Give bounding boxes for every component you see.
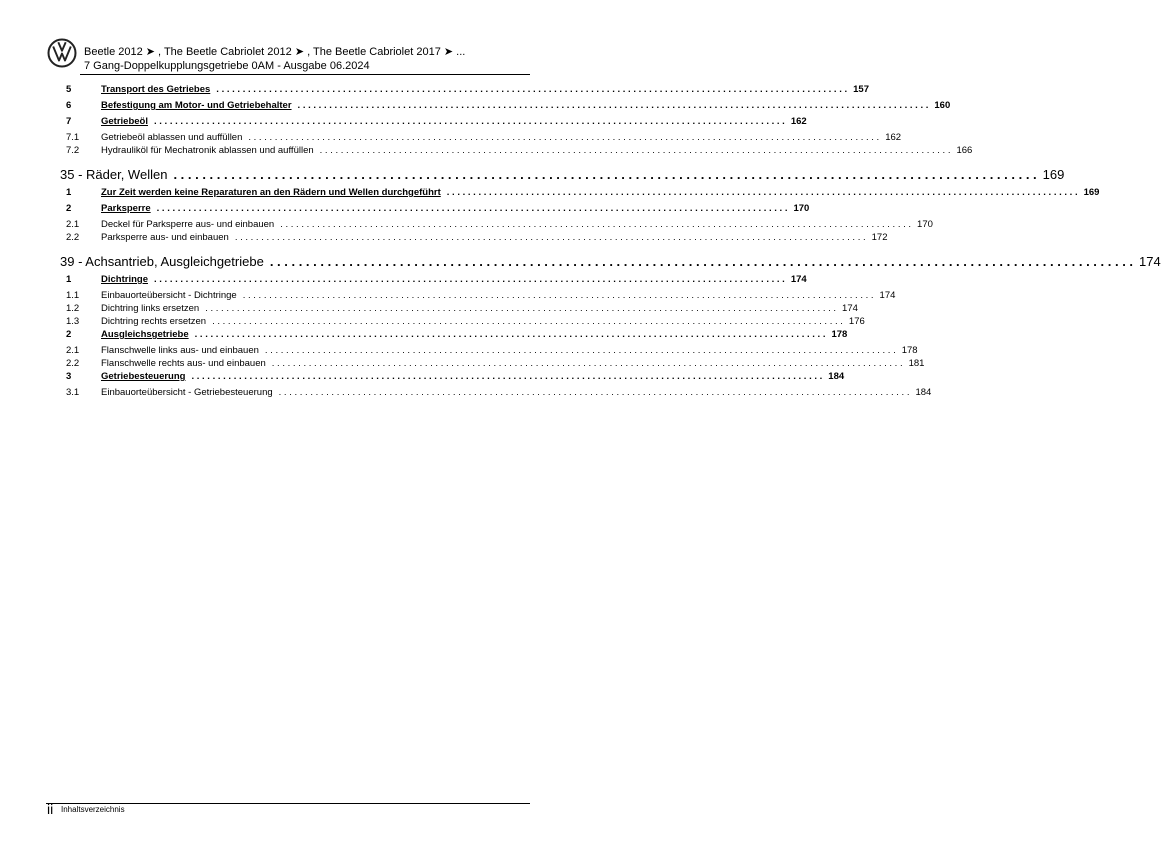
header-text: [84, 45, 465, 73]
toc-leader-dots: . . . . . . . . . . . . . . . . . . . . . . . . . . . . . . . . . . . . . . . . . . . . . . . . . . . . . . . . . . . . . . . . . . . . . . . . . . . . . . . . . . . . . . . . . . . . . . . . . . . . . . . . . . . . . . . . . . . . . . . .: [446, 187, 1078, 198]
toc-title[interactable]: Parksperre: [101, 203, 151, 214]
page-header: [47, 38, 532, 78]
toc-page-number: 157: [853, 84, 869, 95]
toc-title[interactable]: Befestigung am Motor- und Getriebehalter: [101, 100, 292, 111]
toc-title[interactable]: Dichtring links ersetzen: [101, 303, 200, 314]
toc-number: 6: [66, 100, 72, 111]
vw-logo-icon: [47, 38, 77, 68]
header-line-2: 7 Gang-Doppelkupplungsgetriebe 0AM - Ausgabe 06.2024: [84, 60, 370, 72]
toc-title[interactable]: Ausgleichsgetriebe: [101, 329, 189, 340]
toc-page-number: 162: [885, 132, 902, 143]
toc-leader-dots: . . . . . . . . . . . . . . . . . . . . . . . . . . . . . . . . . . . . . . . . . . . . . . . . . . . . . . . . . . . . . . . . . . . . . . . . . . . . . . . . . . . . . . . . . . . . . . . . . . . . . . . . . . . . . . . . . . . . . . . .: [319, 145, 951, 156]
toc-leader-dots: . . . . . . . . . . . . . . . . . . . . . . . . . . . . . . . . . . . . . . . . . . . . . . . . . . . . . . . . . . . . . . . . . . . . . . . . . . . . . . . . . . . . . . . . . . . . . . . . . . . . . . . . . . . . . . . . . . . . . . . .: [173, 166, 1037, 182]
toc-title[interactable]: Einbauorteübersicht - Getriebesteuerung: [101, 387, 273, 398]
toc-title[interactable]: Zur Zeit werden keine Reparaturen an den Rädern und Wellen durchgeführt: [101, 187, 441, 198]
toc-subsection-row[interactable]: [66, 316, 865, 329]
toc-page-number: 176: [848, 316, 865, 327]
footer-label: Inhaltsverzeichnis: [61, 805, 125, 814]
toc-subsection-row[interactable]: [66, 290, 896, 303]
toc-leader-dots: . . . . . . . . . . . . . . . . . . . . . . . . . . . . . . . . . . . . . . . . . . . . . . . . . . . . . . . . . . . . . . . . . . . . . . . . . . . . . . . . . . . . . . . . . . . . . . . . . . . . . . . . . . . . . . . . . . . . . . . .: [248, 132, 880, 143]
toc-chapter-row[interactable]: [60, 161, 1065, 187]
toc-section-row[interactable]: [66, 84, 869, 100]
toc-subsection-row[interactable]: [66, 387, 932, 400]
toc-number: 2: [66, 203, 72, 214]
toc-leader-dots: . . . . . . . . . . . . . . . . . . . . . . . . . . . . . . . . . . . . . . . . . . . . . . . . . . . . . . . . . . . . . . . . . . . . . . . . . . . . . . . . . . . . . . . . . . . . . . . . . . . . . . . . . . . . . . . . . . . . . . . .: [212, 316, 843, 327]
toc-section-row[interactable]: [66, 187, 1100, 203]
toc-leader-dots: . . . . . . . . . . . . . . . . . . . . . . . . . . . . . . . . . . . . . . . . . . . . . . . . . . . . . . . . . . . . . . . . . . . . . . . . . . . . . . . . . . . . . . . . . . . . . . . . . . . . . . . . . . . . . . . . . . . . . . . .: [278, 387, 910, 398]
toc-leader-dots: . . . . . . . . . . . . . . . . . . . . . . . . . . . . . . . . . . . . . . . . . . . . . . . . . . . . . . . . . . . . . . . . . . . . . . . . . . . . . . . . . . . . . . . . . . . . . . . . . . . . . . . . . . . . . . . . . . . . . . . .: [297, 100, 929, 111]
toc-page-number: 166: [956, 145, 973, 156]
footer-page-number: ii: [47, 801, 54, 817]
toc-leader-dots: . . . . . . . . . . . . . . . . . . . . . . . . . . . . . . . . . . . . . . . . . . . . . . . . . . . . . . . . . . . . . . . . . . . . . . . . . . . . . . . . . . . . . . . . . . . . . . . . . . . . . . . . . . . . . . . . . . . . . . . .: [280, 219, 912, 230]
toc-number: 2.1: [66, 219, 80, 230]
toc-number: 1.3: [66, 316, 80, 327]
toc-number: 1.2: [66, 303, 80, 314]
toc-title[interactable]: Deckel für Parksperre aus- und einbauen: [101, 219, 275, 230]
toc-section-row[interactable]: [66, 274, 807, 290]
toc-page-number: 162: [790, 116, 807, 127]
toc-leader-dots: . . . . . . . . . . . . . . . . . . . . . . . . . . . . . . . . . . . . . . . . . . . . . . . . . . . . . . . . . . . . . . . . . . . . . . . . . . . . . . . . . . . . . . . . . . . . . . . . . . . . . . . . . . . . . . . . . . . . . . . .: [154, 116, 785, 127]
toc-number: 2: [66, 329, 72, 340]
toc-title[interactable]: Parksperre aus- und einbauen: [101, 232, 229, 243]
toc-section-row[interactable]: [66, 100, 951, 116]
header-line-1: Beetle 2012 ➤ , The Beetle Cabriolet 2012 ➤ , The Beetle Cabriolet 2017 ➤ ...: [84, 46, 466, 58]
toc-page-number: 174: [790, 274, 807, 285]
toc-section-row[interactable]: [66, 329, 848, 345]
toc-subsection-row[interactable]: [66, 358, 925, 371]
toc-title[interactable]: Flanschwelle rechts aus- und einbauen: [101, 358, 266, 369]
toc-title[interactable]: Transport des Getriebes: [101, 84, 211, 95]
toc-section-row[interactable]: [66, 371, 845, 387]
table-of-contents: [60, 84, 1161, 400]
toc-page-number: 174: [1139, 253, 1161, 269]
toc-leader-dots: . . . . . . . . . . . . . . . . . . . . . . . . . . . . . . . . . . . . . . . . . . . . . . . . . . . . . . . . . . . . . . . . . . . . . . . . . . . . . . . . . . . . . . . . . . . . . . . . . . . . . . . . . . . . . . . . . . . . . . . .: [271, 358, 903, 369]
toc-number: 2.2: [66, 358, 80, 369]
toc-page-number: 178: [831, 329, 848, 340]
toc-title[interactable]: 35 - Räder, Wellen: [60, 166, 168, 182]
footer-rule: [46, 803, 530, 804]
toc-title[interactable]: Dichtringe: [101, 274, 148, 285]
toc-page-number: 170: [917, 219, 933, 230]
toc-page-number: 169: [1083, 187, 1100, 198]
toc-leader-dots: . . . . . . . . . . . . . . . . . . . . . . . . . . . . . . . . . . . . . . . . . . . . . . . . . . . . . . . . . . . . . . . . . . . . . . . . . . . . . . . . . . . . . . . . . . . . . . . . . . . . . . . . . . . . . . . . . . . . . . . .: [242, 290, 874, 301]
toc-leader-dots: . . . . . . . . . . . . . . . . . . . . . . . . . . . . . . . . . . . . . . . . . . . . . . . . . . . . . . . . . . . . . . . . . . . . . . . . . . . . . . . . . . . . . . . . . . . . . . . . . . . . . . . . . . . . . . . . . . . . . . . .: [234, 232, 866, 243]
toc-page-number: 174: [879, 290, 896, 301]
toc-number: 7.2: [66, 145, 80, 156]
toc-leader-dots: . . . . . . . . . . . . . . . . . . . . . . . . . . . . . . . . . . . . . . . . . . . . . . . . . . . . . . . . . . . . . . . . . . . . . . . . . . . . . . . . . . . . . . . . . . . . . . . . . . . . . . . . . . . . . . . . . . . . . . . .: [264, 345, 896, 356]
toc-section-row[interactable]: [66, 116, 807, 132]
header-rule: [80, 74, 530, 75]
toc-number: 1: [66, 187, 72, 198]
toc-leader-dots: . . . . . . . . . . . . . . . . . . . . . . . . . . . . . . . . . . . . . . . . . . . . . . . . . . . . . . . . . . . . . . . . . . . . . . . . . . . . . . . . . . . . . . . . . . . . . . . . . . . . . . . . . . . . . . . . . . . . . . . .: [216, 84, 848, 95]
toc-subsection-row[interactable]: [66, 145, 973, 158]
toc-title[interactable]: Flanschwelle links aus- und einbauen: [101, 345, 259, 356]
toc-leader-dots: . . . . . . . . . . . . . . . . . . . . . . . . . . . . . . . . . . . . . . . . . . . . . . . . . . . . . . . . . . . . . . . . . . . . . . . . . . . . . . . . . . . . . . . . . . . . . . . . . . . . . . . . . . . . . . . . . . . . . . . .: [156, 203, 788, 214]
toc-number: 7.1: [66, 132, 80, 143]
toc-number: 3: [66, 371, 72, 382]
toc-subsection-row[interactable]: [66, 303, 858, 316]
toc-title[interactable]: Dichtring rechts ersetzen: [101, 316, 207, 327]
toc-title[interactable]: Getriebeöl: [101, 116, 148, 127]
toc-title[interactable]: Getriebeöl ablassen und auffüllen: [101, 132, 243, 143]
toc-page-number: 160: [934, 100, 951, 111]
toc-leader-dots: . . . . . . . . . . . . . . . . . . . . . . . . . . . . . . . . . . . . . . . . . . . . . . . . . . . . . . . . . . . . . . . . . . . . . . . . . . . . . . . . . . . . . . . . . . . . . . . . . . . . . . . . . . . . . . . . . . . . . . . .: [205, 303, 837, 314]
toc-number: 1.1: [66, 290, 80, 301]
toc-number: 7: [66, 116, 72, 127]
toc-number: 2.1: [66, 345, 80, 356]
toc-page-number: 184: [828, 371, 845, 382]
toc-page-number: 170: [793, 203, 810, 214]
toc-title[interactable]: Hydrauliköl für Mechatronik ablassen und auffüllen: [101, 145, 314, 156]
toc-title[interactable]: Einbauorteübersicht - Dichtringe: [101, 290, 237, 301]
toc-number: 1: [66, 274, 72, 285]
toc-subsection-row[interactable]: [66, 345, 918, 358]
toc-leader-dots: . . . . . . . . . . . . . . . . . . . . . . . . . . . . . . . . . . . . . . . . . . . . . . . . . . . . . . . . . . . . . . . . . . . . . . . . . . . . . . . . . . . . . . . . . . . . . . . . . . . . . . . . . . . . . . . . . . . . . . . .: [194, 329, 826, 340]
toc-page-number: 174: [842, 303, 858, 314]
toc-leader-dots: . . . . . . . . . . . . . . . . . . . . . . . . . . . . . . . . . . . . . . . . . . . . . . . . . . . . . . . . . . . . . . . . . . . . . . . . . . . . . . . . . . . . . . . . . . . . . . . . . . . . . . . . . . . . . . . . . . . . . . . .: [191, 371, 823, 382]
toc-leader-dots: . . . . . . . . . . . . . . . . . . . . . . . . . . . . . . . . . . . . . . . . . . . . . . . . . . . . . . . . . . . . . . . . . . . . . . . . . . . . . . . . . . . . . . . . . . . . . . . . . . . . . . . . . . . . . . . . . . . . . . . .: [153, 274, 785, 285]
toc-title[interactable]: 39 - Achsantrieb, Ausgleichgetriebe: [60, 253, 264, 269]
toc-leader-dots: . . . . . . . . . . . . . . . . . . . . . . . . . . . . . . . . . . . . . . . . . . . . . . . . . . . . . . . . . . . . . . . . . . . . . . . . . . . . . . . . . . . . . . . . . . . . . . . . . . . . . . . . . . . . . . . . . . . . . . . .: [269, 253, 1134, 269]
toc-page-number: 184: [915, 387, 932, 398]
toc-page-number: 172: [871, 232, 888, 243]
toc-subsection-row[interactable]: [66, 132, 902, 145]
toc-page-number: 181: [908, 358, 925, 369]
toc-page-number: 169: [1042, 166, 1065, 182]
toc-number: 2.2: [66, 232, 80, 243]
toc-page-number: 178: [901, 345, 918, 356]
toc-number: 5: [66, 84, 72, 95]
toc-number: 3.1: [66, 387, 80, 398]
toc-subsection-row[interactable]: [66, 219, 933, 232]
toc-title[interactable]: Getriebesteuerung: [101, 371, 186, 382]
toc-section-row[interactable]: [66, 203, 810, 219]
toc-subsection-row[interactable]: [66, 232, 888, 245]
toc-chapter-row[interactable]: [60, 248, 1161, 274]
